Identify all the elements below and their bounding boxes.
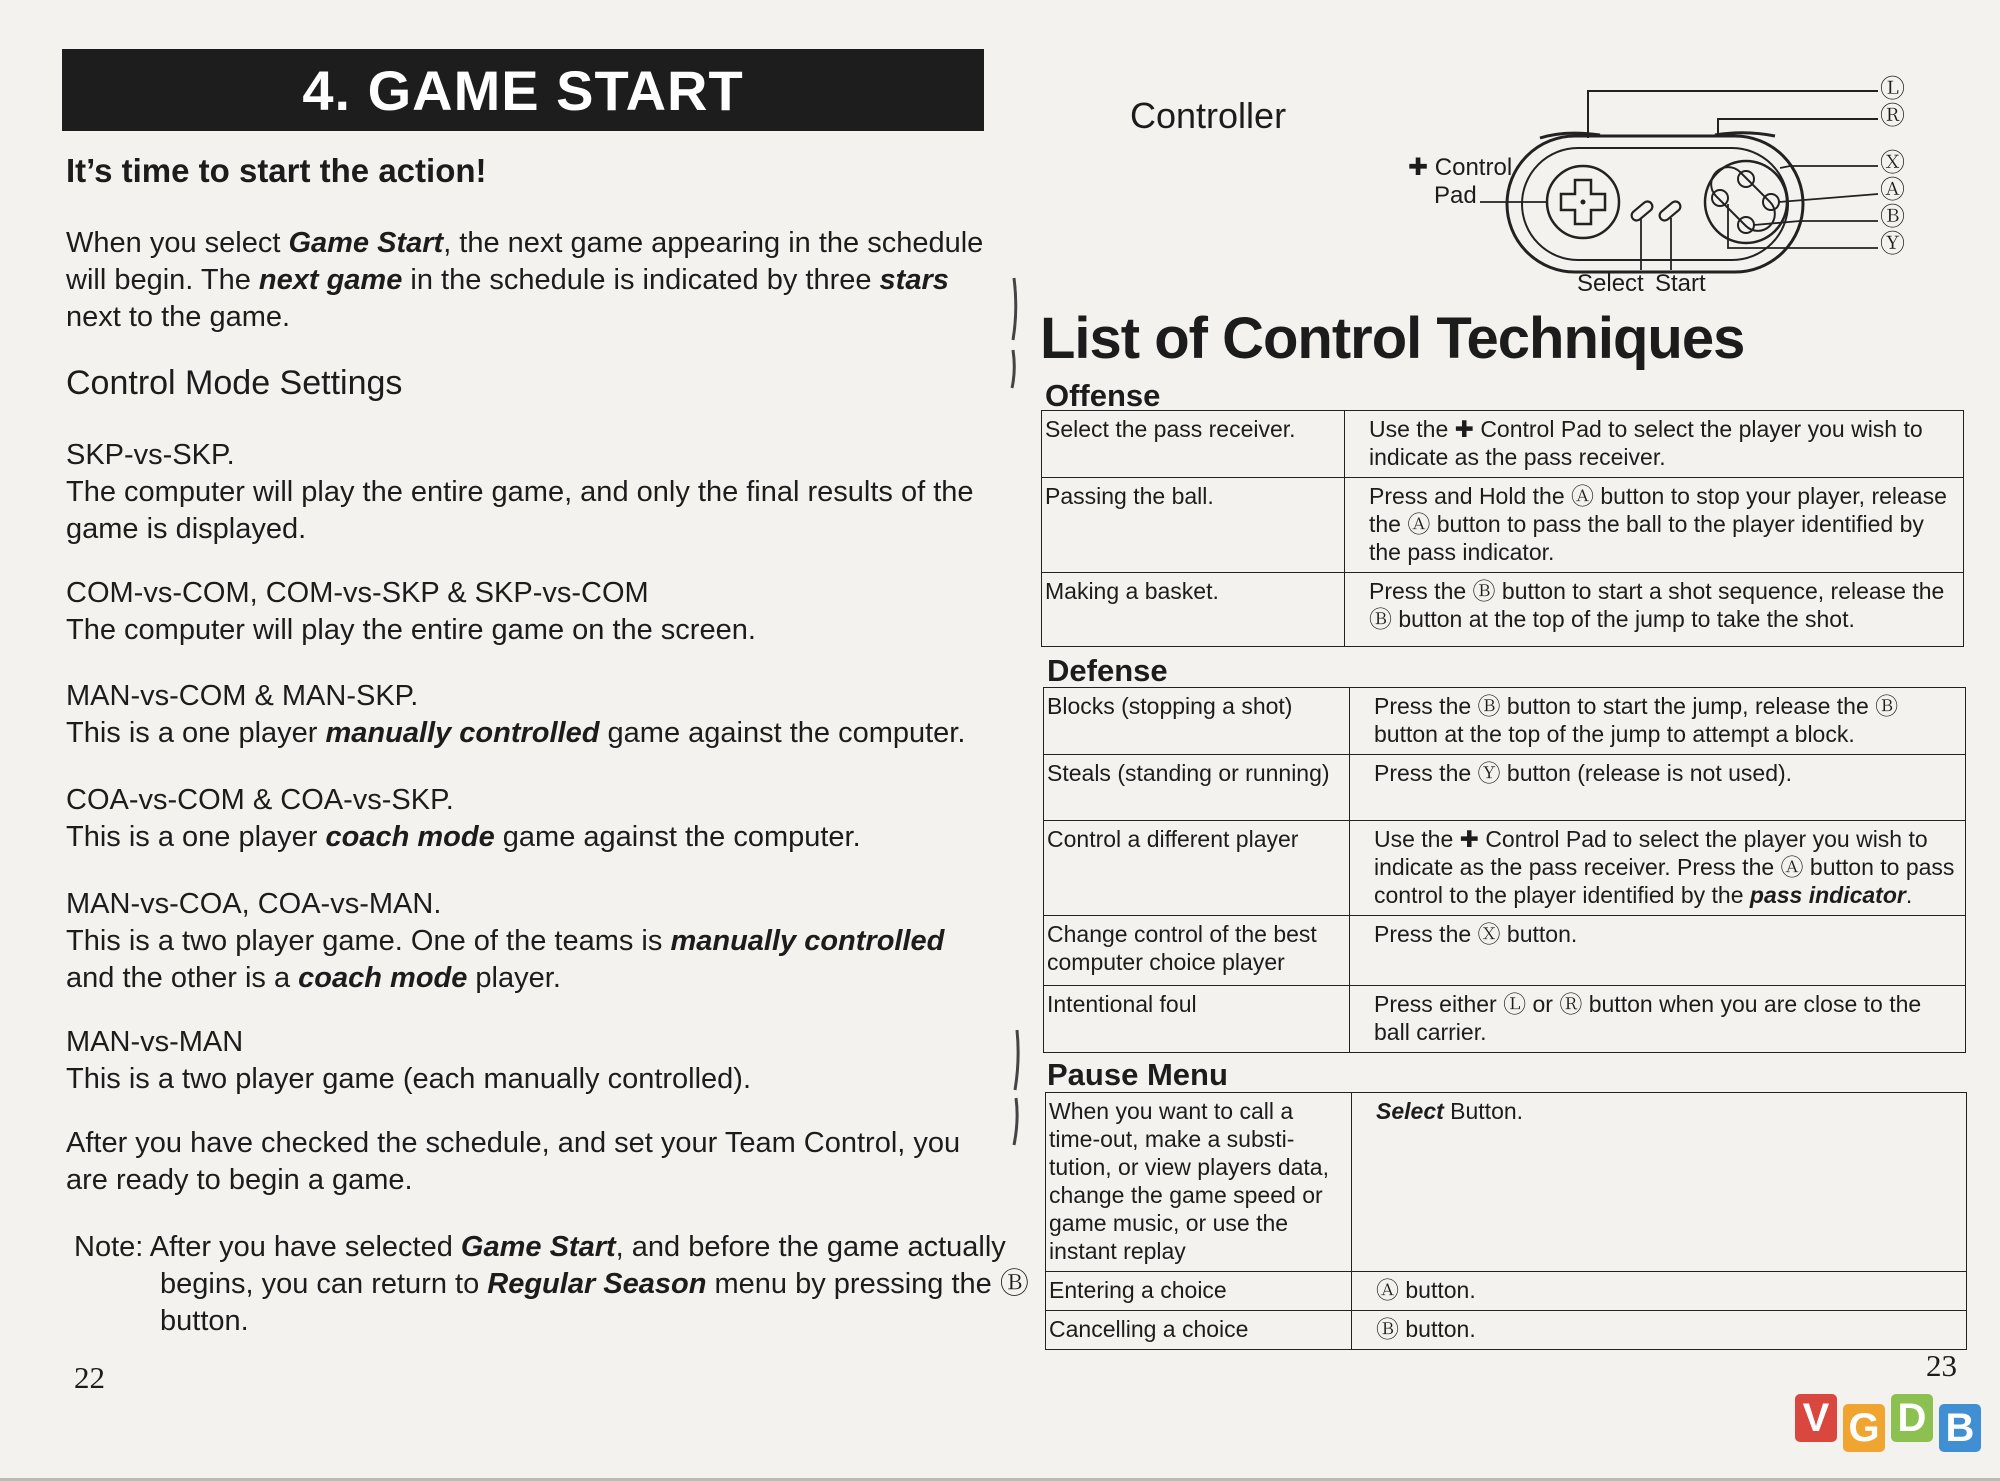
action-cell: Making a basket. xyxy=(1042,573,1345,647)
r-button-icon: Ⓡ xyxy=(1880,102,1906,130)
table-row xyxy=(1044,986,1966,1053)
action-cell: When you want to call a time-out, make a substi-tution, or view players data, change the game speed or game music, or use the instant replay xyxy=(1046,1093,1352,1272)
table-row xyxy=(1046,1311,1967,1350)
intro-paragraph: When you select Game Start, the next game appearing in the schedule will begin. The next game in the schedule is indicated by three stars next to the game. xyxy=(66,227,984,333)
controller-title: Controller xyxy=(1130,95,1287,136)
table-row xyxy=(1044,821,1966,916)
table-row xyxy=(1042,411,1964,478)
control-mode-heading: Control Mode Settings xyxy=(66,364,403,402)
mode-item xyxy=(66,437,996,548)
mode-desc: This is a one player coach mode game against the computer. xyxy=(66,821,861,853)
how-cell: Use the ✚ Control Pad to select the player you wish to indicate as the pass receiver. xyxy=(1345,411,1964,478)
b-button-icon: Ⓑ xyxy=(1880,203,1906,231)
action-cell: Select the pass receiver. xyxy=(1042,411,1345,478)
mode-desc: This is a one player manually controlled game against the computer. xyxy=(66,717,966,749)
defense-table xyxy=(1043,687,1966,1053)
action-cell: Change control of the best computer choice player xyxy=(1044,916,1350,986)
how-cell: Ⓐ button. xyxy=(1352,1272,1967,1311)
how-cell: Press the Ⓨ button (release is not used). xyxy=(1350,755,1966,821)
offense-table xyxy=(1041,410,1964,647)
a-button-icon: Ⓐ xyxy=(1880,176,1906,204)
table-row xyxy=(1046,1272,1967,1311)
table-row xyxy=(1044,916,1966,986)
mode-desc: This is a two player game. One of the teams is manually controlled and the other is a coach mode player. xyxy=(66,925,945,994)
y-button-icon: Ⓨ xyxy=(1880,230,1906,258)
action-cell: Entering a choice xyxy=(1046,1272,1352,1311)
emphasis-text: manually controlled xyxy=(670,925,945,957)
emphasis-text: Game Start xyxy=(460,1231,616,1263)
watermark-letter: B xyxy=(1939,1404,1981,1452)
action-cell: Blocks (stopping a shot) xyxy=(1044,688,1350,755)
control-pad-label-line1: ✚ Control xyxy=(1408,154,1513,181)
watermark-letter: D xyxy=(1891,1394,1933,1442)
intro-heading: It’s time to start the action! xyxy=(66,152,487,189)
page-number-left: 22 xyxy=(74,1360,105,1395)
pause-menu-heading: Pause Menu xyxy=(1047,1057,1228,1092)
table-row xyxy=(1046,1093,1967,1272)
mode-title: COA-vs-COM & COA-vs-SKP. xyxy=(66,784,454,816)
how-cell: Ⓑ button. xyxy=(1352,1311,1967,1350)
note-paragraph: Note: After you have selected Game Start, and before the game actually begins, you can return to Regular Season menu by pressing the Ⓑ button. xyxy=(74,1231,1029,1337)
l-button-icon: Ⓛ xyxy=(1880,75,1906,103)
table-row xyxy=(1042,573,1964,647)
emphasis-text: stars xyxy=(879,264,949,296)
mode-item xyxy=(66,575,996,649)
how-cell: Press and Hold the Ⓐ button to stop your player, release the Ⓐ button to pass the ball to the player identified by the pass indicator. xyxy=(1345,478,1964,573)
button-legend xyxy=(1880,76,1905,258)
how-cell: Press the Ⓧ button. xyxy=(1350,916,1966,986)
how-cell: Press the Ⓑ button to start a shot sequence, release the Ⓑ button at the top of the jump to take the shot. xyxy=(1345,573,1964,647)
action-cell: Passing the ball. xyxy=(1042,478,1345,573)
how-cell: Use the ✚ Control Pad to select the player you wish to indicate as the pass receiver. Press the Ⓐ button to pass control to the player identified by the pass indicator. xyxy=(1350,821,1966,916)
vgdb-watermark xyxy=(1795,1394,1981,1452)
select-label: Select xyxy=(1577,270,1644,297)
mode-item xyxy=(66,782,996,856)
mode-title: MAN-vs-MAN xyxy=(66,1026,244,1058)
mode-title: COM-vs-COM, COM-vs-SKP & SKP-vs-COM xyxy=(66,577,649,609)
mode-item xyxy=(66,886,996,997)
table-row xyxy=(1042,478,1964,573)
mode-desc: The computer will play the entire game on the screen. xyxy=(66,614,756,646)
mode-title: MAN-vs-COA, COA-vs-MAN. xyxy=(66,888,442,920)
pause-menu-table xyxy=(1045,1092,1967,1350)
mode-item xyxy=(66,1024,996,1098)
how-cell: Press either Ⓛ or Ⓡ button when you are close to the ball carrier. xyxy=(1350,986,1966,1053)
mode-item xyxy=(66,678,996,752)
emphasis-text: next game xyxy=(258,264,403,296)
chapter-banner: 4. GAME START xyxy=(62,49,984,131)
emphasis-text: Regular Season xyxy=(487,1268,707,1300)
watermark-letter: V xyxy=(1795,1394,1837,1442)
action-cell: Steals (standing or running) xyxy=(1044,755,1350,821)
action-cell: Intentional foul xyxy=(1044,986,1350,1053)
page-number-right: 23 xyxy=(1926,1348,1957,1383)
emphasis-text: coach mode xyxy=(298,962,468,994)
mode-desc: This is a two player game (each manually controlled). xyxy=(66,1063,752,1095)
action-cell: Control a different player xyxy=(1044,821,1350,916)
how-cell: Select Button. xyxy=(1352,1093,1967,1272)
defense-heading: Defense xyxy=(1047,653,1168,688)
emphasis-text: manually controlled xyxy=(325,717,600,749)
mode-title: MAN-vs-COM & MAN-SKP. xyxy=(66,680,419,712)
mode-title: SKP-vs-SKP. xyxy=(66,439,235,471)
watermark-letter: G xyxy=(1843,1404,1885,1452)
table-row xyxy=(1044,755,1966,821)
control-pad-label-line2: Pad xyxy=(1434,182,1477,209)
control-pad-label xyxy=(1408,154,1512,210)
after-paragraph: After you have checked the schedule, and set your Team Control, you are ready to begin a game. xyxy=(66,1127,961,1196)
x-button-icon: Ⓧ xyxy=(1880,149,1906,177)
emphasis-text: pass indicator xyxy=(1749,882,1906,908)
how-cell: Press the Ⓑ button to start the jump, release the Ⓑ button at the top of the jump to attempt a block. xyxy=(1350,688,1966,755)
emphasis-text: Game Start xyxy=(288,227,444,259)
action-cell: Cancelling a choice xyxy=(1046,1311,1352,1350)
mode-desc: The computer will play the entire game, and only the final results of the game is displayed. xyxy=(66,476,974,545)
table-row xyxy=(1044,688,1966,755)
emphasis-text: Select xyxy=(1376,1098,1444,1124)
list-title: List of Control Techniques xyxy=(1040,306,1745,371)
start-label: Start xyxy=(1655,270,1706,297)
offense-heading: Offense xyxy=(1045,378,1161,413)
emphasis-text: coach mode xyxy=(325,821,495,853)
